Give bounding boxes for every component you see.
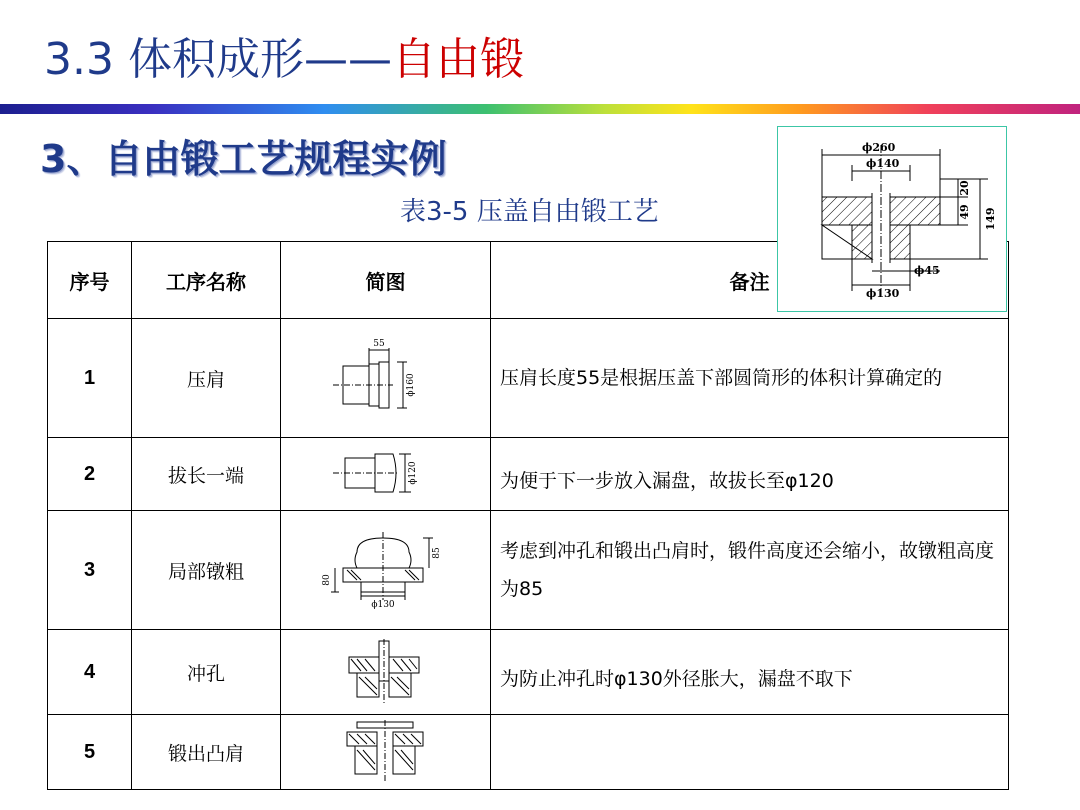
sketch-local-upset (321, 530, 451, 610)
dim-label: ϕ260 (862, 141, 896, 154)
slide-title (44, 28, 524, 92)
table-row (48, 438, 1009, 511)
remark-text (491, 438, 1009, 511)
sketch-punching (331, 637, 441, 707)
remark-text-line: 为便于下一步放入漏盘，故拔长至φ120 (500, 470, 834, 492)
remark-text: 考虑到冲孔和锻出凸肩时，锻件高度还会缩小，故镦粗高度为85 (491, 511, 1009, 630)
dim-label: ϕ120 (407, 461, 418, 485)
header-process-name: 工序名称 (132, 242, 281, 319)
dim-label: 55 (372, 339, 385, 349)
dim-label: ϕ130 (370, 600, 395, 610)
table-row (48, 511, 1009, 630)
header-sketch: 简图 (281, 242, 491, 319)
sketch-cell (281, 511, 491, 630)
sketch-cell (281, 319, 491, 438)
forging-drawing (777, 126, 1007, 312)
process-table (47, 241, 1009, 790)
header-remarks: 备注 (491, 242, 1009, 319)
dim-label: 149 (984, 207, 997, 231)
dim-label: 49 (958, 204, 971, 220)
process-name: 冲孔 (132, 630, 281, 715)
remark-text (491, 630, 1009, 715)
remark-text: 压肩长度55是根据压盖下部圆筒形的体积计算确定的 (491, 319, 1009, 438)
dim-label: 85 (431, 547, 442, 559)
dim-label: ϕ45 (914, 264, 940, 277)
header-seq: 序号 (48, 242, 132, 319)
row-number: 3 (48, 511, 132, 630)
sketch-cell (281, 438, 491, 511)
dim-label: ϕ130 (866, 287, 900, 300)
table-row (48, 715, 1009, 790)
section-heading: 3、自由锻工艺规程实例 (40, 137, 447, 181)
sketch-forge-shoulder (331, 720, 441, 784)
process-name: 锻出凸肩 (132, 715, 281, 790)
process-name: 局部镦粗 (132, 511, 281, 630)
dim-label: 80 (321, 574, 332, 586)
row-number: 5 (48, 715, 132, 790)
row-number: 4 (48, 630, 132, 715)
forging-drawing-svg (778, 127, 1005, 310)
rainbow-divider (0, 104, 1080, 114)
dim-label: ϕ140 (866, 157, 900, 170)
process-name: 拔长一端 (132, 438, 281, 511)
row-number: 2 (48, 438, 132, 511)
sketch-draw-out (331, 444, 441, 504)
table-caption: 表3-5 压盖自由锻工艺 (400, 197, 659, 227)
table-row (48, 319, 1009, 438)
remark-text (491, 715, 1009, 790)
slide-title-prefix: 3.3 体积成形—— (44, 34, 392, 85)
process-name: 压肩 (132, 319, 281, 438)
slide-title-highlight: 自由锻 (391, 34, 524, 85)
remark-text-line: 为防止冲孔时φ130外径胀大，漏盘不取下 (500, 668, 853, 690)
sketch-cell (281, 630, 491, 715)
dim-label: ϕ160 (405, 373, 416, 397)
sketch-shoulder-press (331, 338, 441, 418)
table-row (48, 630, 1009, 715)
dim-label: 20 (958, 180, 971, 196)
row-number: 1 (48, 319, 132, 438)
sketch-cell (281, 715, 491, 790)
